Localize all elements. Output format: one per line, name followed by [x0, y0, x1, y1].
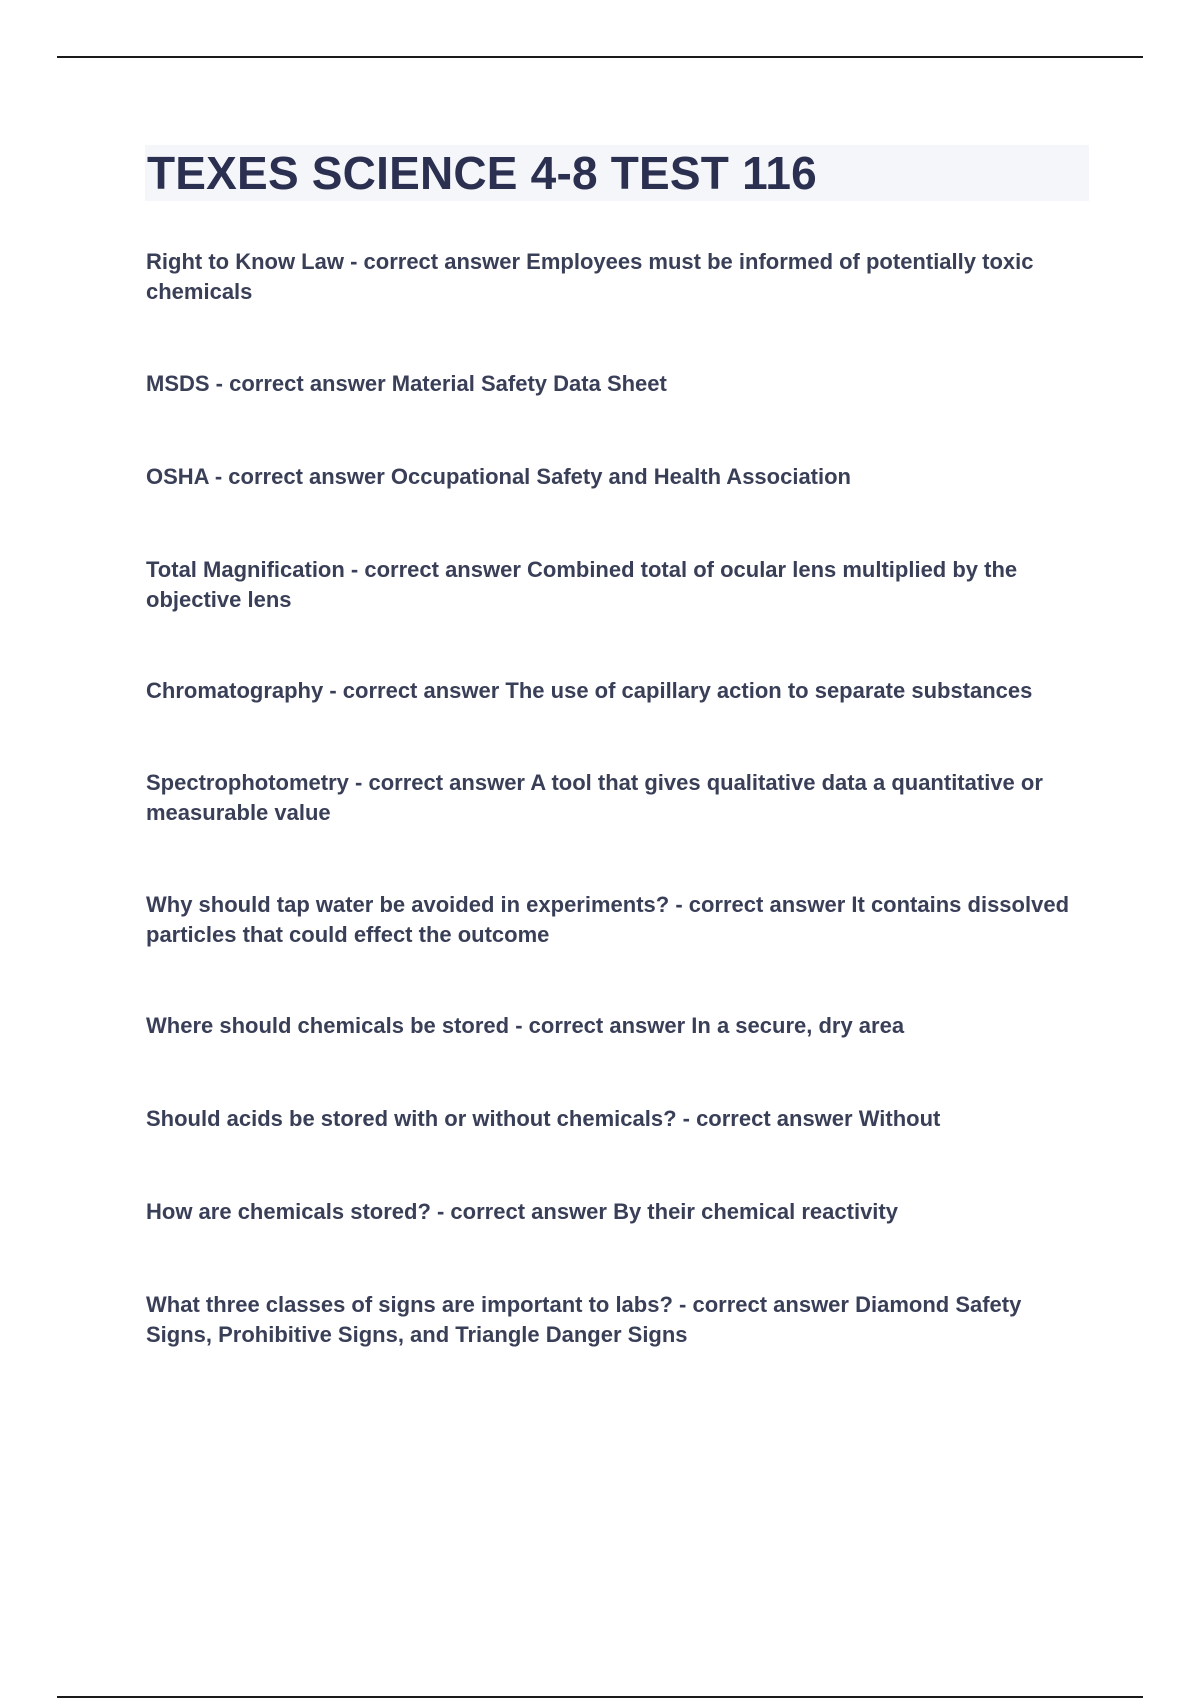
qa-item-chemical-storage-method: How are chemicals stored? - correct answer By their chemical reactivity	[146, 1199, 898, 1224]
qa-item-acid-storage: Should acids be stored with or without chemicals? - correct answer Without	[146, 1106, 941, 1131]
qa-item-chromatography: Chromatography - correct answer The use of capillary action to separate substances	[146, 678, 1033, 703]
qa-item-osha: OSHA - correct answer Occupational Safety and Health Association	[146, 464, 851, 489]
qa-item-lab-signs: What three classes of signs are important to labs? - correct answer Diamond Safety Signs, Prohibitive Signs, and Triangle Danger Signs	[146, 1292, 1022, 1347]
qa-item-chemical-storage-location: Where should chemicals be stored - correct answer In a secure, dry area	[146, 1013, 905, 1038]
top-divider	[57, 56, 1143, 58]
bottom-divider	[57, 1696, 1143, 1698]
page-title: TEXES SCIENCE 4-8 TEST 116	[147, 147, 817, 199]
qa-item-right-to-know-law: Right to Know Law - correct answer Employees must be informed of potentially toxic chemicals	[146, 249, 1034, 304]
qa-item-total-magnification: Total Magnification - correct answer Combined total of ocular lens multiplied by the objective lens	[146, 557, 1018, 612]
qa-item-spectrophotometry: Spectrophotometry - correct answer A tool that gives qualitative data a quantitative or measurable value	[146, 770, 1043, 825]
qa-item-tap-water: Why should tap water be avoided in experiments? - correct answer It contains dissolved particles that could effect the outcome	[146, 892, 1070, 947]
qa-list	[146, 247, 1076, 1350]
qa-item-msds: MSDS - correct answer Material Safety Data Sheet	[146, 371, 667, 396]
